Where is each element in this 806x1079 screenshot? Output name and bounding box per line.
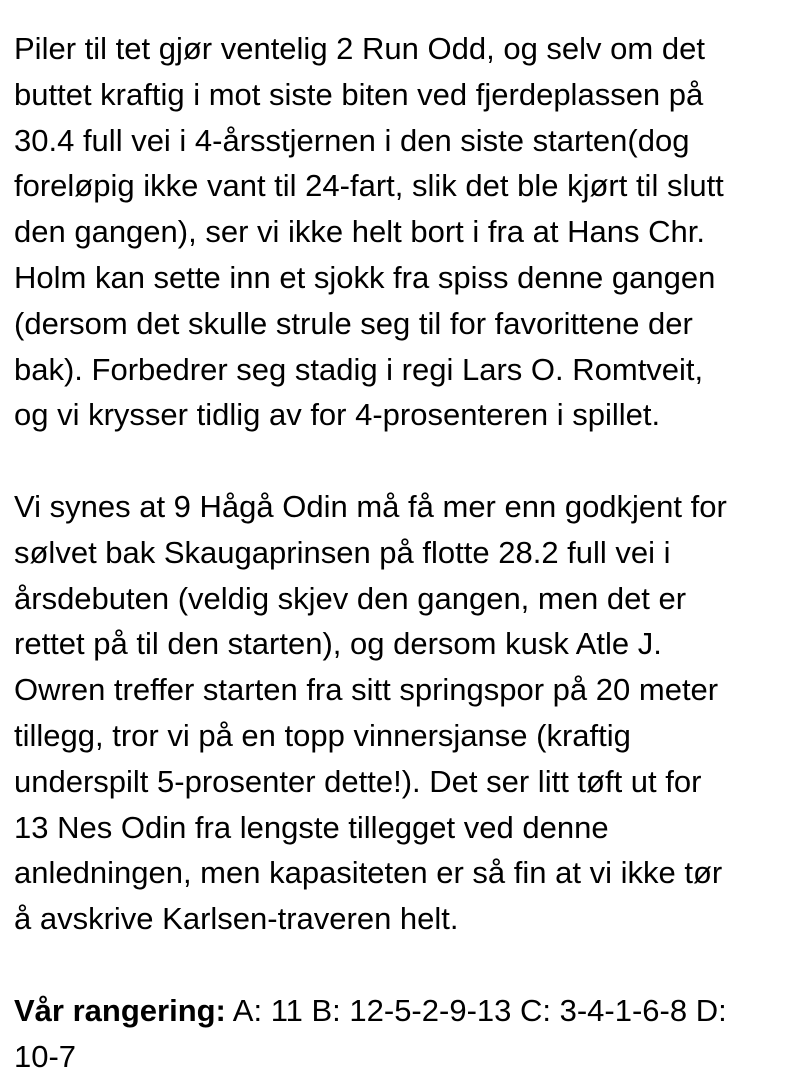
text-line: foreløpig ikke vant til 24-fart, slik det ble kjørt til slutt xyxy=(14,168,724,204)
paragraph-haga-odin xyxy=(14,484,794,942)
text-line: buttet kraftig i mot siste biten ved fjerdeplassen på xyxy=(14,76,704,112)
text-line: anledningen, men kapasiteten er så fin at vi ikke tør xyxy=(14,855,723,891)
ranking-values-continued: 10-7 xyxy=(14,1038,77,1074)
text-line: Holm kan sette inn et sjokk fra spiss denne gangen xyxy=(14,259,716,295)
text-line: årsdebuten (veldig skjev den gangen, men det er xyxy=(14,580,687,616)
text-line: den gangen), ser vi ikke helt bort i fra at Hans Chr. xyxy=(14,214,705,250)
ranking-label: Vår rangering: xyxy=(14,992,226,1028)
text-line: tillegg, tror vi på en topp vinnersjanse (kraftig xyxy=(14,717,631,753)
document-body xyxy=(14,26,794,1079)
text-line: å avskrive Karlsen-traveren helt. xyxy=(14,901,459,937)
text-line: Vi synes at 9 Hågå Odin må få mer enn godkjent for xyxy=(14,488,727,524)
text-line: (dersom det skulle strule seg til for favorittene der xyxy=(14,305,693,341)
text-line: underspilt 5-prosenter dette!). Det ser litt tøft ut for xyxy=(14,763,702,799)
paragraph-run-odd xyxy=(14,26,794,438)
ranking-values: A: 11 B: 12-5-2-9-13 C: 3-4-1-6-8 D: xyxy=(225,992,727,1028)
text-line: 13 Nes Odin fra lengste tillegget ved denne xyxy=(14,809,609,845)
text-line: Piler til tet gjør ventelig 2 Run Odd, og selv om det xyxy=(14,31,705,66)
text-line: og vi krysser tidlig av for 4-prosenteren i spillet. xyxy=(14,397,661,433)
ranking-paragraph xyxy=(14,988,794,1079)
text-line: sølvet bak Skaugaprinsen på flotte 28.2 full vei i xyxy=(14,534,671,570)
text-line: bak). Forbedrer seg stadig i regi Lars O. Romtveit, xyxy=(14,351,704,387)
text-line: Owren treffer starten fra sitt springspor på 20 meter xyxy=(14,672,719,708)
text-line: rettet på til den starten), og dersom kusk Atle J. xyxy=(14,626,662,662)
ranking-line xyxy=(14,988,794,1034)
text-line: 30.4 full vei i 4-årsstjernen i den siste starten(dog xyxy=(14,122,690,158)
